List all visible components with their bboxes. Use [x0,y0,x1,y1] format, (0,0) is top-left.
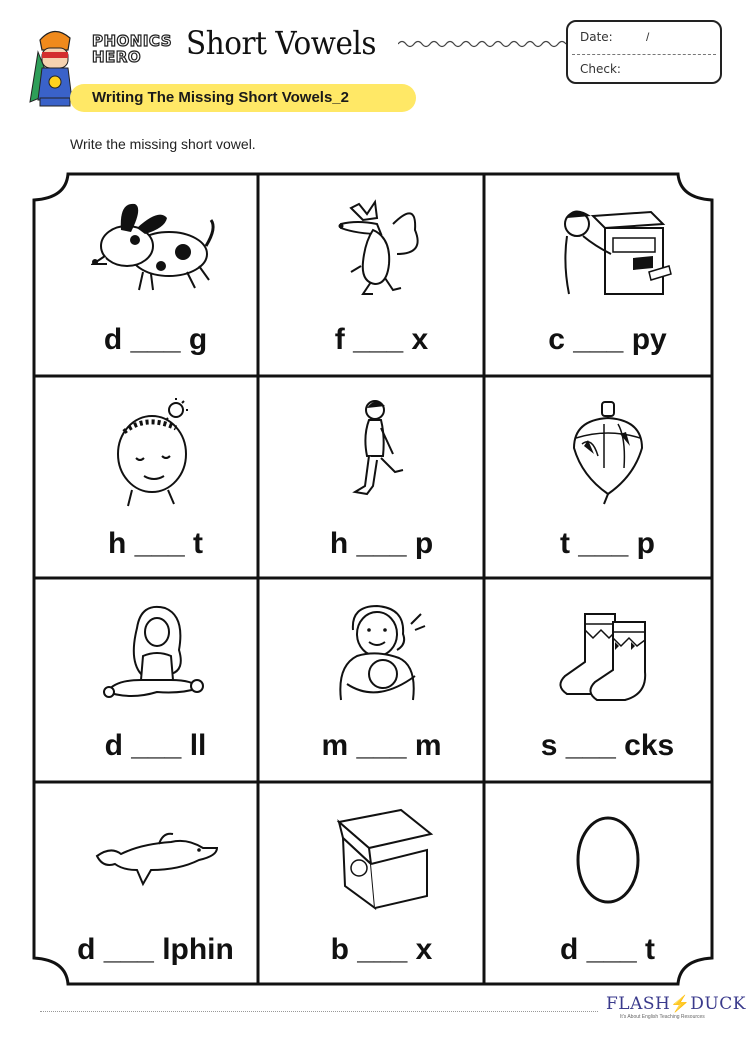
instruction-text: Write the missing short vowel. [70,136,256,152]
word-card [496,172,719,375]
word-card [270,782,493,985]
word-card [496,578,719,781]
copy-machine-icon [543,194,673,304]
word-label: b ___ x [330,933,433,966]
brand-line-2: HERO [92,48,142,66]
dolphin-icon [91,804,221,914]
hop-icon [347,398,417,508]
word-label: h ___ p [329,527,434,560]
logo-tagline: It's About English Teaching Resources [620,1014,705,1020]
dot-icon [568,804,648,914]
word-label: d ___ g [103,323,208,356]
doll-icon [101,600,211,710]
word-card [44,172,267,375]
socks-icon [553,600,663,710]
worksheet-subtitle: Writing The Missing Short Vowels_2 [92,89,349,106]
dog-icon [91,194,221,304]
brand-line-1: PHONICS [92,32,173,50]
spinning-top-icon [568,398,648,508]
logo-right: DUCK [690,994,746,1014]
word-label: c ___ py [548,323,667,356]
word-card [270,172,493,375]
hot-icon [106,398,206,508]
mom-icon [327,600,437,710]
word-label: s ___ cks [540,729,675,762]
word-label: d ___ ll [104,729,207,762]
subtitle-banner [70,84,416,112]
fox-icon [337,194,427,304]
word-label: d ___ t [559,933,656,966]
bolt-icon: ⚡ [670,996,691,1013]
word-card [44,578,267,781]
word-card [44,782,267,985]
word-card [44,376,267,579]
date-divider [572,54,716,55]
date-check-box [566,20,722,84]
wavy-divider [398,38,566,50]
word-label: m ___ m [321,729,442,762]
logo-left: FLASH [606,994,671,1014]
date-separator: / [646,30,650,44]
page-title: Short Vowels [186,24,377,62]
word-card [270,578,493,781]
footer-divider [40,1011,598,1012]
worksheet-grid-frame [32,172,714,986]
date-label: Date: [580,30,613,44]
word-label: f ___ x [334,323,429,356]
word-label: d ___ lphin [77,933,234,966]
word-card [270,376,493,579]
check-label: Check: [580,62,621,76]
word-card [496,782,719,985]
phonics-hero-logo [92,32,182,72]
flashduck-logo [606,994,746,1024]
word-label: t ___ p [559,527,656,560]
box-icon [327,804,437,914]
word-label: h ___ t [107,527,204,560]
word-card [496,376,719,579]
